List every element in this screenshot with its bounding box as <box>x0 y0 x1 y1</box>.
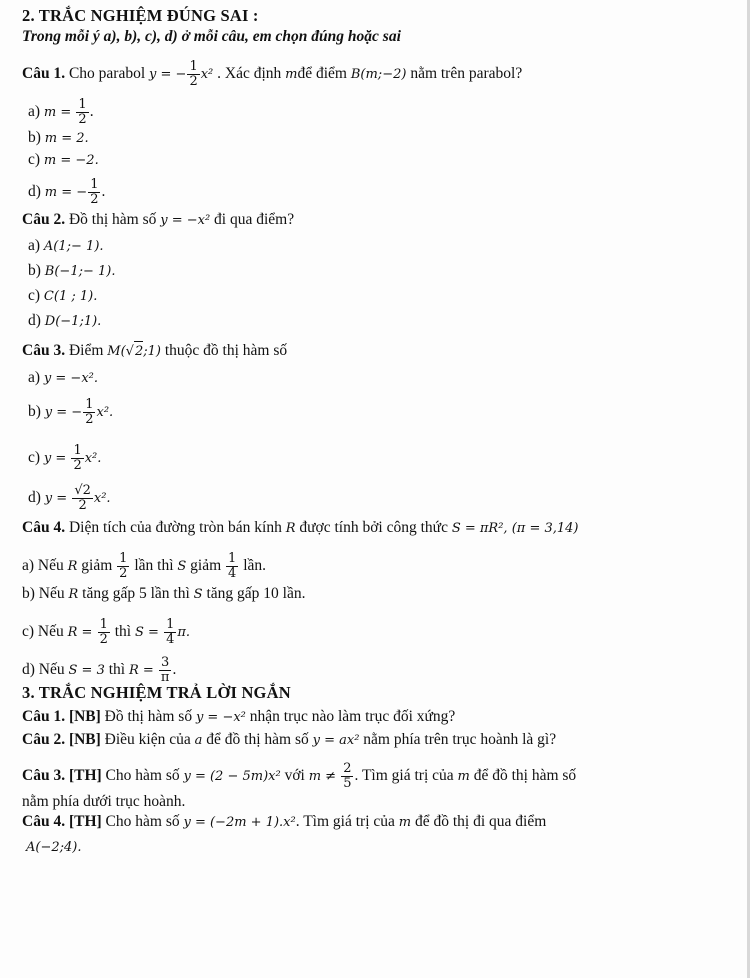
option-d: d) Nếu S = 3 thì R = $\frac{3}{\pi}$ . <box>22 655 177 685</box>
short-question-3: Câu 3. [TH] Cho hàm số y = (2 − 5m)x² với m ≠ $\frac{2}{5}$ . Tìm giá trị của m để đồ thị hàm số <box>22 761 577 791</box>
short-question-2: Câu 2. [NB] Điều kiện của a để đồ thị hàm số y = ax² nằm phía trên trục hoành là gì? <box>22 731 557 748</box>
option-c: c) Nếu R = $\frac{1}{2}$ thì S = $\frac{1}{4}$ π. <box>22 617 191 647</box>
option-a: a) y = −x². <box>28 369 98 386</box>
option-b: b) y = − $\frac{1}{2}$ x². <box>28 397 114 427</box>
question-4: Câu 4. Diện tích của đường tròn bán kính R được tính bởi công thức S = πR², (π = 3,14) <box>22 519 579 536</box>
short-question-3-line-2: nằm phía dưới trục hoành. <box>22 793 186 810</box>
short-question-1: Câu 1. [NB] Đồ thị hàm số y = −x² nhận trục nào làm trục đối xứng? <box>22 708 456 725</box>
section-3-title: 3. TRẮC NGHIỆM TRẢ LỜI NGẮN <box>22 683 291 702</box>
section-2-instruction: Trong mỗi ý a), b), c), d) ở mỗi câu, em chọn đúng hoặc sai <box>22 28 401 45</box>
option-a: a) A(1;− 1). <box>28 237 104 254</box>
option-c: c) C(1 ; 1). <box>28 287 98 304</box>
option-c: c) y = $\frac{1}{2}$ x². <box>28 443 102 473</box>
question-2: Câu 2. Đồ thị hàm số y = −x² đi qua điểm? <box>22 211 295 228</box>
section-2-title: 2. TRẮC NGHIỆM ĐÚNG SAI : <box>22 6 259 25</box>
question-label: Câu 1. <box>22 65 66 83</box>
option-b: b) m = 2. <box>28 129 89 146</box>
option-d: d) D(−1;1). <box>28 312 102 329</box>
option-d: d) y = $\frac{√2}{2}$ x². <box>28 483 111 513</box>
question-3: Câu 3. Điểm M(√2;1) thuộc đồ thị hàm số <box>22 341 287 362</box>
option-c: c) m = −2. <box>28 151 99 168</box>
question-1: Câu 1. Cho parabol y = − $\frac{1}{2}$ x² . Xác định mđể điểm B(m;−2) nằm trên parabol? <box>22 59 523 89</box>
option-b: b) Nếu R tăng gấp 5 lần thì S tăng gấp 10 lần. <box>22 585 306 602</box>
fraction: $\frac{1}{2}$ <box>189 59 198 89</box>
short-question-4: Câu 4. [TH] Cho hàm số y = (−2m + 1).x². Tìm giá trị của m để đồ thị đi qua điểm <box>22 813 547 830</box>
option-a: a) m = $\frac{1}{2}$ . <box>28 97 94 127</box>
option-a: a) Nếu R giảm $\frac{1}{2}$ lần thì S giảm $\frac{1}{4}$ lần. <box>22 551 267 581</box>
option-b: b) B(−1;− 1). <box>28 262 116 279</box>
short-question-4-line-2: A(−2;4). <box>26 840 82 855</box>
option-d: d) m = − $\frac{1}{2}$ . <box>28 177 106 207</box>
